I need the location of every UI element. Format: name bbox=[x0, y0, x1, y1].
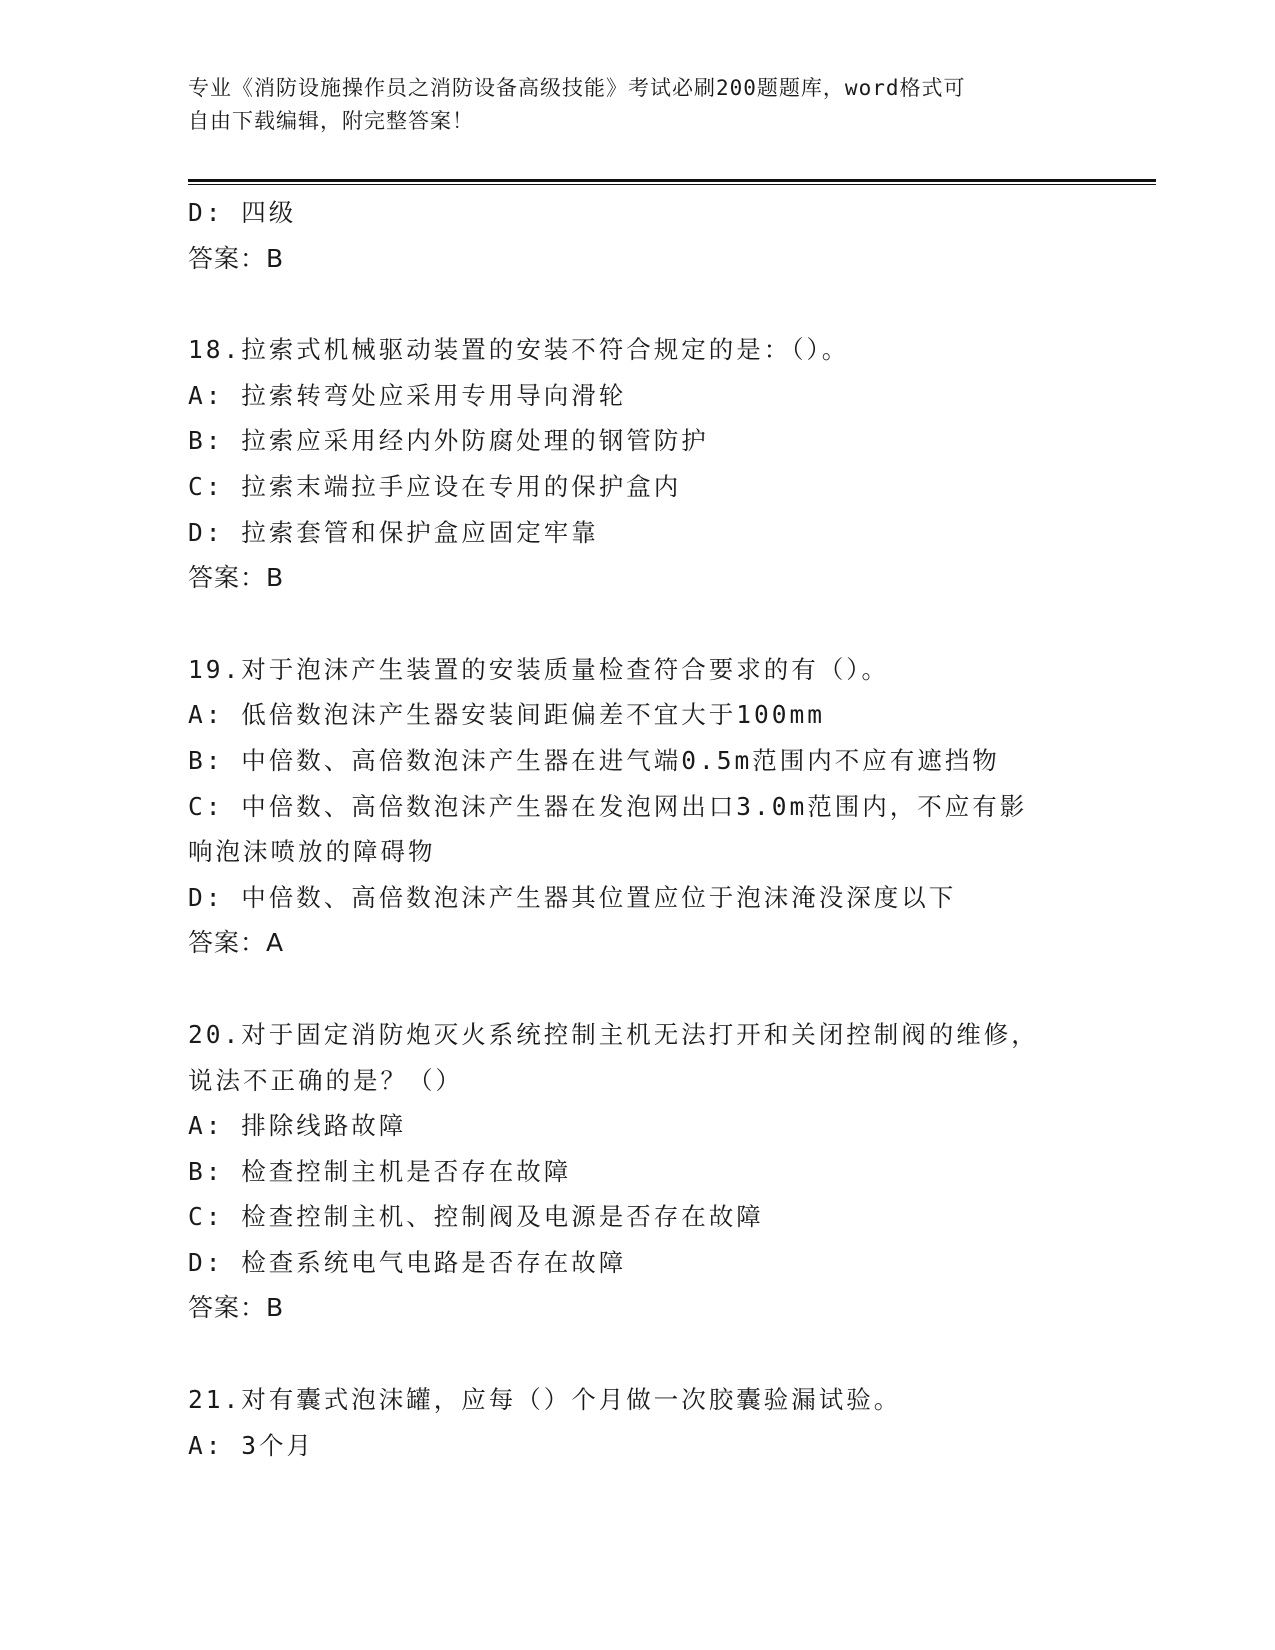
answer-line: 答案：A bbox=[188, 928, 285, 958]
option-line: D: 四级 bbox=[188, 198, 297, 227]
option-line-continuation: 响泡沫喷放的障碍物 bbox=[188, 837, 436, 867]
option-line: D: 拉索套管和保护盒应固定牢靠 bbox=[188, 517, 599, 547]
header-line-2: 自由下载编辑，附完整答案！ bbox=[188, 109, 474, 133]
header-rule-thin bbox=[188, 184, 1156, 185]
question-block-19 bbox=[188, 647, 1088, 966]
option-line: C: 检查控制主机、控制阀及电源是否存在故障 bbox=[188, 1202, 764, 1232]
option-line: A: 排除线路故障 bbox=[188, 1111, 407, 1141]
option-line: D: 检查系统电气电路是否存在故障 bbox=[188, 1247, 627, 1277]
option-line: A: 3个月 bbox=[188, 1430, 315, 1460]
answer-line: 答案：B bbox=[188, 563, 285, 593]
question-stem: 19.对于泡沫产生装置的安装质量检查符合要求的有（）。 bbox=[188, 654, 889, 684]
question-block-21 bbox=[188, 1377, 1088, 1468]
option-line: A: 低倍数泡沫产生器安装间距偏差不宜大于100mm bbox=[188, 700, 825, 730]
option-line: B: 检查控制主机是否存在故障 bbox=[188, 1156, 572, 1186]
option-line: A: 拉索转弯处应采用专用导向滑轮 bbox=[188, 380, 627, 410]
question-block-18 bbox=[188, 327, 1088, 601]
answer-line: 答案：B bbox=[188, 243, 285, 273]
option-line: B: 中倍数、高倍数泡沫产生器在进气端0.5m范围内不应有遮挡物 bbox=[188, 745, 1000, 775]
header-line-1: 专业《消防设施操作员之消防设备高级技能》考试必刷200题题库，word格式可 bbox=[188, 76, 966, 100]
question-stem-continuation: 说法不正确的是？（） bbox=[188, 1065, 463, 1095]
document-body bbox=[188, 190, 1088, 1468]
header-rule-thick bbox=[188, 179, 1156, 182]
option-line: C: 中倍数、高倍数泡沫产生器在发泡网出口3.0m范围内，不应有影 bbox=[188, 791, 1028, 821]
answer-line: 答案：B bbox=[188, 1293, 285, 1323]
question-stem: 21.对有囊式泡沫罐，应每（）个月做一次胶囊验漏试验。 bbox=[188, 1385, 902, 1415]
question-stem: 20.对于固定消防炮灭火系统控制主机无法打开和关闭控制阀的维修， bbox=[188, 1019, 1039, 1049]
question-block-20 bbox=[188, 1012, 1088, 1331]
document-header bbox=[188, 72, 1088, 138]
option-line: D: 中倍数、高倍数泡沫产生器其位置应位于泡沫淹没深度以下 bbox=[188, 882, 957, 912]
option-line: B: 拉索应采用经内外防腐处理的钢管防护 bbox=[188, 426, 709, 456]
question-stem: 18.拉索式机械驱动装置的安装不符合规定的是：（）。 bbox=[188, 335, 850, 365]
option-line: C: 拉索末端拉手应设在专用的保护盒内 bbox=[188, 471, 682, 501]
